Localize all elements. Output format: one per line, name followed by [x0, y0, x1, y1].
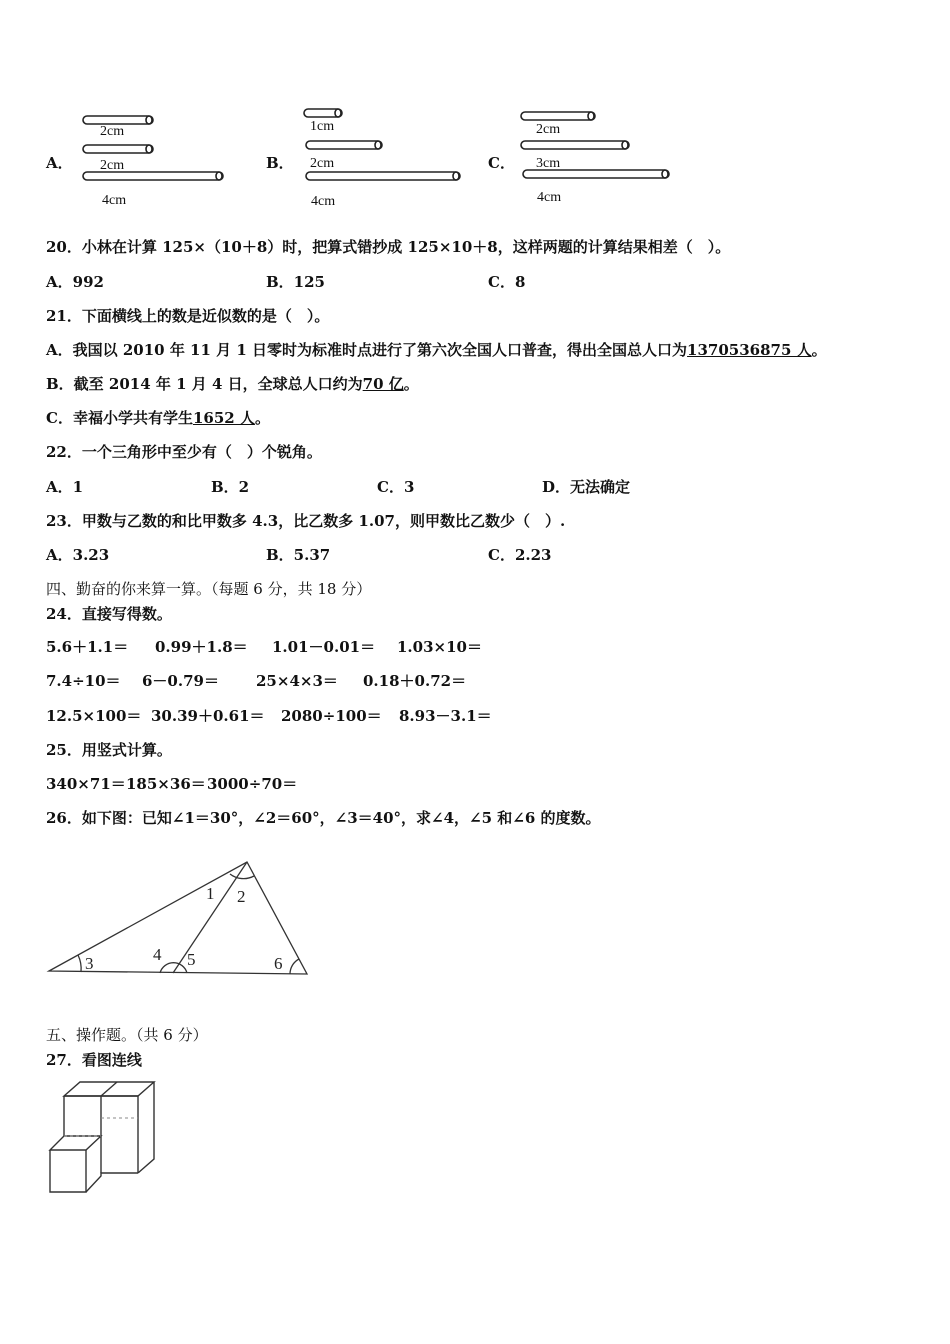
- q21-a-end: 。: [811, 341, 827, 359]
- q24-expr-r3-c3: 2080÷100＝: [281, 707, 382, 725]
- q21-stem: 21．下面横线上的数是近似数的是（ ）。: [46, 307, 330, 325]
- q22-option-b[interactable]: B．2: [211, 478, 250, 496]
- angle-label-1: 1: [206, 884, 215, 903]
- q26-stem: 26．如下图：已知∠1＝30°，∠2＝60°，∠3＝40°，求∠4，∠5 和∠6 的度数。: [46, 809, 601, 827]
- q19-a-label-1: 2cm: [100, 124, 125, 139]
- angle-label-5: 5: [187, 950, 196, 969]
- q23-stem: 23．甲数与乙数的和比甲数多 4.3，比乙数多 1.07，则甲数比乙数少（ ）.: [46, 512, 566, 530]
- angle-label-3: 3: [85, 954, 94, 973]
- q21-b-end: 。: [403, 375, 419, 393]
- q25-item-2: 185×36＝: [126, 775, 206, 793]
- q24-expr-r1-c2: 0.99＋1.8＝: [155, 638, 248, 656]
- q24-expr-r3-c2: 30.39＋0.61＝: [151, 707, 265, 725]
- q25-item-3: 3000÷70＝: [207, 775, 298, 793]
- section-5-title: 五、操作题。（共 6 分）: [46, 1026, 208, 1044]
- q22-option-a[interactable]: A．1: [46, 478, 84, 496]
- q19-a-label-3: 4cm: [102, 193, 127, 208]
- q20-option-a[interactable]: A．992: [46, 273, 104, 291]
- q21-option-a[interactable]: [46, 339, 827, 360]
- section-4-title: 四、勤奋的你来算一算。（每题 6 分，共 18 分）: [46, 580, 372, 598]
- angle-label-4: 4: [153, 945, 162, 964]
- q24-expr-r2-c1: 7.4÷10＝: [46, 672, 121, 690]
- q21-c-underlined: 1652 人: [192, 409, 255, 427]
- q25-stem: 25．用竖式计算。: [46, 741, 172, 759]
- q23-option-b[interactable]: B．5.37: [266, 546, 331, 564]
- q24-expr-r2-c3: 25×4×3＝: [256, 672, 338, 690]
- angle-label-6: 6: [274, 954, 283, 973]
- q23-option-a[interactable]: A．3.23: [46, 546, 110, 564]
- q24-expr-r2-c2: 6－0.79＝: [142, 672, 219, 690]
- q27-stem: 27．看图连线: [46, 1051, 142, 1069]
- q21-c-end: 。: [254, 409, 270, 427]
- q20-option-c[interactable]: C．8: [488, 273, 526, 291]
- q24-expr-r3-c1: 12.5×100＝: [46, 707, 142, 725]
- q24-stem: 24．直接写得数。: [46, 605, 172, 623]
- q22-option-d[interactable]: D．无法确定: [542, 478, 631, 496]
- q21-a-text: A．我国以 2010 年 11 月 1 日零时为标准时点进行了第六次全国人口普查，得出全国总人口为: [46, 341, 688, 359]
- q21-b-underlined: 70 亿: [362, 375, 404, 393]
- q22-stem: 22．一个三角形中至少有（ ）个锐角。: [46, 443, 322, 461]
- q21-option-c[interactable]: [46, 407, 270, 428]
- q19-c-label-1: 2cm: [536, 122, 561, 137]
- q22-option-c[interactable]: C．3: [377, 478, 415, 496]
- q23-option-c[interactable]: C．2.23: [488, 546, 552, 564]
- q19-c-label-2: 3cm: [536, 156, 561, 171]
- q21-c-text: C．幸福小学共有学生: [46, 409, 193, 427]
- q24-expr-r2-c4: 0.18＋0.72＝: [363, 672, 467, 690]
- q20-option-b[interactable]: B．125: [266, 273, 325, 291]
- q24-expr-r3-c4: 8.93－3.1＝: [399, 707, 492, 725]
- q19-b-label-2: 2cm: [310, 156, 335, 171]
- q21-option-b[interactable]: [46, 373, 419, 394]
- q24-expr-r1-c1: 5.6＋1.1＝: [46, 638, 129, 656]
- q27-cube-figure[interactable]: [44, 1078, 162, 1200]
- q24-expr-r1-c3: 1.01－0.01＝: [272, 638, 376, 656]
- q24-expr-r1-c4: 1.03×10＝: [397, 638, 482, 656]
- q25-item-1: 340×71＝: [46, 775, 126, 793]
- q19-b-label-3: 4cm: [311, 194, 336, 209]
- q19-b-label-1: 1cm: [310, 119, 335, 134]
- q19-option-c-letter: C．: [488, 154, 515, 172]
- q19-a-label-2: 2cm: [100, 158, 125, 173]
- q21-a-underlined: 1370536875 人: [687, 341, 812, 359]
- q19-c-label-3: 4cm: [537, 190, 562, 205]
- q26-triangle-figure: [40, 852, 320, 987]
- q19-option-b-letter: B．: [266, 154, 294, 172]
- q19-option-a-letter: A．: [46, 154, 73, 172]
- q20-stem: 20．小林在计算 125×（10＋8）时，把算式错抄成 125×10＋8，这样两题的计算结果相差（ ）。: [46, 238, 731, 256]
- angle-label-2: 2: [237, 887, 246, 906]
- q21-b-text: B．截至 2014 年 1 月 4 日，全球总人口约为: [46, 375, 363, 393]
